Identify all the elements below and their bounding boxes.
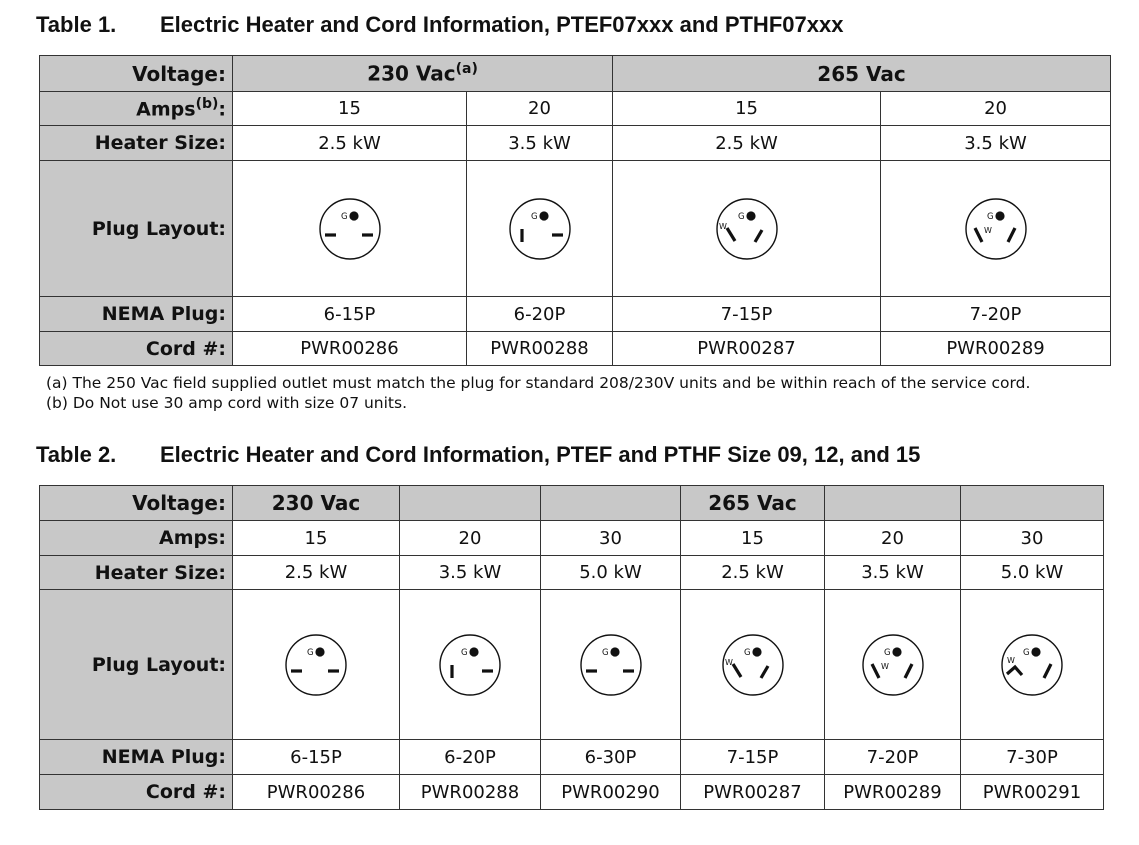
table1-heater-cell: 2.5 kW xyxy=(613,126,881,161)
table1-nema-cell: 7-20P xyxy=(881,297,1111,332)
table2-nema-cell: 6-15P xyxy=(233,740,400,775)
table1-label-voltage: Voltage: xyxy=(40,56,233,92)
table1-row-amps xyxy=(40,92,1111,126)
nema-plug-6-15-icon xyxy=(281,630,351,700)
table2-amps-cell: 15 xyxy=(233,521,400,556)
table2-label-cord: Cord #: xyxy=(40,775,233,810)
table1-label-cord: Cord #: xyxy=(40,332,233,366)
table2-amps-cell: 30 xyxy=(541,521,681,556)
plug-face xyxy=(320,199,380,259)
table1-amps-cell: 15 xyxy=(233,92,467,126)
table1-heater-cell: 3.5 kW xyxy=(467,126,613,161)
table2-heater-cell: 3.5 kW xyxy=(400,556,541,590)
plug-ground-letter: G xyxy=(883,647,891,658)
nema-plug-7-30-icon xyxy=(997,630,1067,700)
table1 xyxy=(39,55,1111,366)
table2-heater-cell: 3.5 kW xyxy=(825,556,961,590)
table1-plug-cell xyxy=(613,161,881,297)
table1-cord-cell: PWR00289 xyxy=(881,332,1111,366)
table2-nema-cell: 6-30P xyxy=(541,740,681,775)
plug-ground-pin xyxy=(892,647,901,656)
table2-nema-cell: 7-30P xyxy=(961,740,1104,775)
table2-amps-cell: 15 xyxy=(681,521,825,556)
table2-row-amps xyxy=(40,521,1104,556)
table1-heater-cell: 3.5 kW xyxy=(881,126,1111,161)
plug-ground-pin xyxy=(1031,647,1040,656)
table2-heater-cell: 5.0 kW xyxy=(961,556,1104,590)
table1-caption xyxy=(36,12,843,38)
table2-cord-cell: PWR00288 xyxy=(400,775,541,810)
plug-neutral-letter: W xyxy=(724,657,733,667)
table2-cord-cell: PWR00287 xyxy=(681,775,825,810)
nema-plug-7-15-icon xyxy=(712,194,782,264)
table2-cord-cell: PWR00286 xyxy=(233,775,400,810)
table1-heater-cell: 2.5 kW xyxy=(233,126,467,161)
plug-neutral-letter: W xyxy=(880,661,889,671)
plug-ground-letter: G xyxy=(743,647,751,658)
table2-label-amps: Amps: xyxy=(40,521,233,556)
plug-ground-letter: G xyxy=(530,211,538,222)
plug-face xyxy=(1002,635,1062,695)
plug-face xyxy=(581,635,641,695)
table1-cord-cell: PWR00287 xyxy=(613,332,881,366)
table2-caption xyxy=(36,442,920,468)
table2-nema-cell: 7-15P xyxy=(681,740,825,775)
table1-nema-cell: 7-15P xyxy=(613,297,881,332)
nema-plug-6-15-icon xyxy=(315,194,385,264)
table1-voltage-group: 230 Vac$^{(a)}$ xyxy=(233,56,613,92)
table2-nema-cell: 7-20P xyxy=(825,740,961,775)
table2-nema-cell: 6-20P xyxy=(400,740,541,775)
table2-voltage-cell: 230 Vac xyxy=(233,486,400,521)
table2-heater-cell: 5.0 kW xyxy=(541,556,681,590)
table2-label-heater: Heater Size: xyxy=(40,556,233,590)
plug-face xyxy=(510,199,570,259)
table2-voltage-cell xyxy=(400,486,541,521)
table2-voltage-cell xyxy=(541,486,681,521)
plug-ground-pin xyxy=(746,211,755,220)
table1-row-voltage xyxy=(40,56,1111,92)
table2-amps-cell: 20 xyxy=(825,521,961,556)
table1-amps-cell: 15 xyxy=(613,92,881,126)
plug-ground-letter: G xyxy=(307,647,314,658)
table2-plug-cell xyxy=(961,590,1104,740)
table2-label-voltage: Voltage: xyxy=(40,486,233,521)
table2-cord-cell: PWR00290 xyxy=(541,775,681,810)
plug-ground-pin xyxy=(315,647,324,656)
table2-voltage-cell xyxy=(961,486,1104,521)
table2-voltage-cell: 265 Vac xyxy=(681,486,825,521)
table1-label-amps: Amps$^{(b)}$: xyxy=(40,92,233,126)
table1-number: Table 1. xyxy=(36,12,117,37)
plug-ground-pin xyxy=(539,211,548,220)
plug-ground-pin xyxy=(349,211,358,220)
table1-label-plug: Plug Layout: xyxy=(40,161,233,297)
table2-heater-cell: 2.5 kW xyxy=(681,556,825,590)
nema-plug-7-15-icon xyxy=(718,630,788,700)
table2-row-nema xyxy=(40,740,1104,775)
table2-label-plug: Plug Layout: xyxy=(40,590,233,740)
plug-ground-letter: G xyxy=(461,647,468,658)
table1-label-nema: NEMA Plug: xyxy=(40,297,233,332)
table2-row-plug xyxy=(40,590,1104,740)
plug-neutral-letter: W xyxy=(983,225,992,235)
table1-nema-cell: 6-15P xyxy=(233,297,467,332)
plug-neutral-letter: W xyxy=(718,221,727,231)
table1-cord-cell: PWR00286 xyxy=(233,332,467,366)
table2-plug-cell xyxy=(400,590,541,740)
table2-cord-cell: PWR00289 xyxy=(825,775,961,810)
table2 xyxy=(39,485,1104,810)
table2-heater-cell: 2.5 kW xyxy=(233,556,400,590)
nema-plug-7-20-icon xyxy=(858,630,928,700)
table1-title: Electric Heater and Cord Information, PTEF07xxx and PTHF07xxx xyxy=(160,12,844,37)
table2-row-voltage xyxy=(40,486,1104,521)
table2-row-cord xyxy=(40,775,1104,810)
table1-amps-cell: 20 xyxy=(881,92,1111,126)
table2-amps-cell: 20 xyxy=(400,521,541,556)
table2-cord-cell: PWR00291 xyxy=(961,775,1104,810)
table1-plug-cell xyxy=(233,161,467,297)
plug-ground-pin xyxy=(752,647,761,656)
table1-label-heater: Heater Size: xyxy=(40,126,233,161)
table1-row-nema xyxy=(40,297,1111,332)
table2-row-heater xyxy=(40,556,1104,590)
plug-face xyxy=(286,635,346,695)
table1-row-plug xyxy=(40,161,1111,297)
plug-face xyxy=(440,635,500,695)
table1-row-heater xyxy=(40,126,1111,161)
plug-ground-letter: G xyxy=(986,211,994,222)
table2-amps-cell: 30 xyxy=(961,521,1104,556)
plug-ground-letter: G xyxy=(340,211,348,222)
plug-ground-letter: G xyxy=(601,647,609,658)
plug-ground-letter: G xyxy=(737,211,745,222)
table1-plug-cell xyxy=(881,161,1111,297)
plug-ground-pin xyxy=(610,647,619,656)
table1-note-b: (b) Do Not use 30 amp cord with size 07 units. xyxy=(46,394,408,412)
plug-neutral-letter: W xyxy=(1007,655,1015,665)
plug-ground-pin xyxy=(469,647,478,656)
table2-title: Electric Heater and Cord Information, PTEF and PTHF Size 09, 12, and 15 xyxy=(160,442,921,467)
table2-plug-cell xyxy=(233,590,400,740)
plug-ground-letter: G xyxy=(1023,647,1030,658)
table1-amps-cell: 20 xyxy=(467,92,613,126)
table2-plug-cell xyxy=(681,590,825,740)
table1-plug-cell xyxy=(467,161,613,297)
table2-number: Table 2. xyxy=(36,442,117,467)
table1-cord-cell: PWR00288 xyxy=(467,332,613,366)
table1-note-a: (a) The 250 Vac field supplied outlet must match the plug for standard 208/230V units and be within reach of the service cord. xyxy=(46,374,1031,392)
table2-plug-cell xyxy=(825,590,961,740)
nema-plug-6-20-icon xyxy=(505,194,575,264)
table1-notes xyxy=(46,373,1030,413)
table2-plug-cell xyxy=(541,590,681,740)
nema-plug-6-20-icon xyxy=(435,630,505,700)
table1-voltage-group: 265 Vac xyxy=(613,56,1111,92)
table2-label-nema: NEMA Plug: xyxy=(40,740,233,775)
nema-plug-6-30-icon xyxy=(576,630,646,700)
nema-plug-7-20-icon xyxy=(961,194,1031,264)
plug-ground-pin xyxy=(995,211,1004,220)
table1-nema-cell: 6-20P xyxy=(467,297,613,332)
table1-row-cord xyxy=(40,332,1111,366)
table2-voltage-cell xyxy=(825,486,961,521)
